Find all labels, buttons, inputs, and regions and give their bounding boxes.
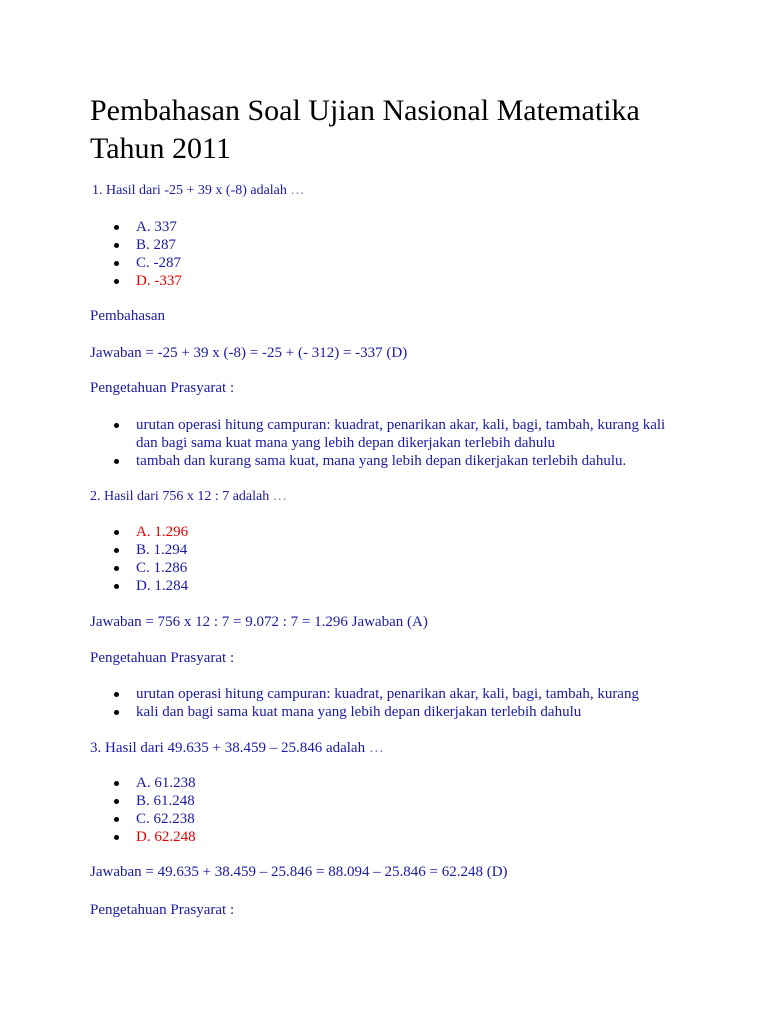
question-2-text: 2. Hasil dari 756 x 12 : 7 adalah — [90, 489, 270, 504]
question-3-ellipsis: … — [368, 740, 384, 756]
question-1-prerequisite-label: Pengetahuan Prasyarat : — [90, 380, 235, 396]
question-3-text: 3. Hasil dari 49.635 + 38.459 – 25.846 adalah — [90, 740, 366, 756]
question-3-answer: Jawaban = 49.635 + 38.459 – 25.846 = 88.094 – 25.846 = 62.248 (D) — [90, 864, 508, 880]
option-c: C. 62.238 — [90, 810, 196, 828]
question-1-options — [90, 218, 182, 290]
note-item: urutan operasi hitung campuran: kuadrat, penarikan akar, kali, bagi, tambah, kurang kali dan bagi sama kuat mana yang lebih depan dikerjakan terlebih dahulu — [90, 416, 675, 452]
option-c: C. 1.286 — [90, 559, 188, 577]
pembahasan-label: Pembahasan — [90, 308, 165, 324]
question-1-ellipsis: … — [290, 183, 305, 198]
question-3-prerequisite-label: Pengetahuan Prasyarat : — [90, 902, 235, 918]
option-d-correct: D. -337 — [90, 272, 182, 290]
option-c: C. -287 — [90, 254, 182, 272]
question-1-answer: Jawaban = -25 + 39 x (-8) = -25 + (- 312) = -337 (D) — [90, 345, 408, 361]
question-2-answer: Jawaban = 756 x 12 : 7 = 9.072 : 7 = 1.296 Jawaban (A) — [90, 614, 428, 630]
option-b: B. 287 — [90, 236, 182, 254]
note-item: kali dan bagi sama kuat mana yang lebih depan dikerjakan terlebih dahulu — [90, 703, 675, 721]
option-a: A. 61.238 — [90, 774, 196, 792]
question-2-notes — [90, 685, 675, 721]
option-a: A. 337 — [90, 218, 182, 236]
question-1-notes — [90, 416, 675, 470]
note-item: tambah dan kurang sama kuat, mana yang lebih depan dikerjakan terlebih dahulu. — [90, 452, 675, 470]
option-d-correct: D. 62.248 — [90, 828, 196, 846]
option-b: B. 61.248 — [90, 792, 196, 810]
option-a-correct: A. 1.296 — [90, 523, 188, 541]
question-2-ellipsis: … — [272, 489, 287, 504]
note-item: urutan operasi hitung campuran: kuadrat, penarikan akar, kali, bagi, tambah, kurang — [90, 685, 675, 703]
question-2-prerequisite-label: Pengetahuan Prasyarat : — [90, 650, 235, 666]
question-2-options — [90, 523, 188, 595]
question-1-text: 1. Hasil dari -25 + 39 x (-8) adalah — [92, 183, 287, 198]
question-1 — [92, 182, 304, 200]
question-3 — [90, 739, 384, 757]
option-b: B. 1.294 — [90, 541, 188, 559]
question-2 — [90, 488, 287, 506]
page-title: Pembahasan Soal Ujian Nasional Matematika Tahun 2011 — [90, 94, 640, 165]
question-3-options — [90, 774, 196, 846]
option-d: D. 1.284 — [90, 577, 188, 595]
